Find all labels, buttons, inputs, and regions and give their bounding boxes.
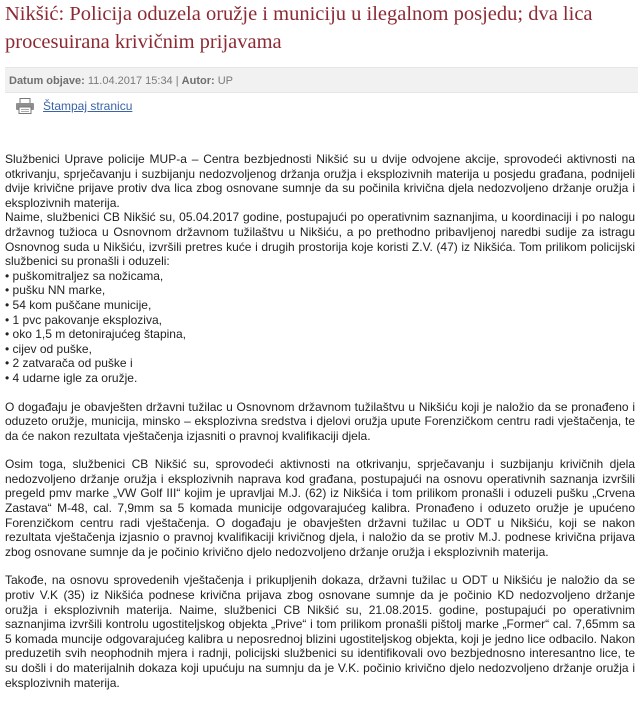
list-item: • 2 zatvarača od puške i — [5, 356, 133, 371]
print-page-control[interactable] — [15, 97, 132, 115]
meta-separator: | — [175, 75, 179, 87]
article-paragraph-5: Takođe, na osnovu sprovedenih vještačenja i prikupljenih dokaza, državni tužilac u ODT u Nikšiću je naložio da se protiv V.K (35) iz Nikšića podnese krivična prijava zbog osnovane sumnje da je počinio KD nedozvoljeno držanje oružja i eksplozivnih materija. Naime, službenici CB Nikšić su, 21.08.2015. godine, postupajući po operativnim saznanjima izvršili kontrolu ugostiteljskog objekta „Prive“ i tom prilikom pronašli pištolj marke „Former“ cal. 7,65mm sa 5 komada muncije odgovarajućeg kalibra u neposrednoj blizini ugostiteljskog objekta, koji je jedno lice odbacilo. Nakon preduzetih svih neophodnih mjera i radnji, policijski službenici su identifikovali ovo bezbjednosno interesantno lice, te su došli i do materijalnih dokaza koji upućuju na sumnju da je V.K. počinio krivično djelo nedozvoljeno držanje oružja i eksplozivnih materija. — [5, 573, 635, 690]
article-title: Nikšić: Policija oduzela oružje i municiju u ilegalnom posjedu; dva lica procesuirana krivičnim prijavama — [5, 3, 593, 53]
seized-items-list — [5, 269, 635, 386]
date-label: Datum objave: — [9, 75, 85, 87]
list-item: • cijev od puške, — [5, 341, 92, 356]
list-item: • puškomitraljez sa nožicama, — [5, 268, 164, 283]
article-paragraph-2: Naime, službenici CB Nikšić su, 05.04.2017 godine, postupajući po operativnim saznanjima, u koordinaciji i po nalogu državnog tužioca u Osnovnom državnom tužilaštvu u Nikšiću, a po prethodno pribavljenoj naredbi sudije za istragu Osnovnog suda u Nikšiću, izvršili pretres kuće i drugih prostorija koje koristi Z.V. (47) iz Nikšića. Tom prilikom policijski službenici su pronašli i oduzeli: — [5, 210, 635, 269]
list-item: • pušku NN marke, — [5, 283, 106, 298]
article-paragraph-3: O događaju je obavješten državni tužilac u Osnovnom državnom tužilaštvu u Nikšiću koji je naložio da se pronađeno i oduzeto oružje, municija, minsko – eksplozivna sredstva i djelovi oružja upute Forenzičkom centru radi vještačenja, te da će nakon rezultata vještačenja izjasniti o pravnoj kvalifikaciji djela. — [5, 399, 635, 443]
print-page-link[interactable]: Štampaj stranicu — [43, 99, 133, 113]
list-item: • 4 udarne igle za oružje. — [5, 370, 138, 385]
list-item: • 54 kom puščane municije, — [5, 297, 152, 312]
article-paragraph-1: Službenici Uprave policije MUP-a – Centra bezbjednosti Nikšić su u dvije odvojene akcije, sprovodeći aktivnosti na otkrivanju, sprječavanju i suzbijanju nedozvoljenog držanja oružja i eksplozivnih materija u posjedu građana, podnijeli dvije krivične prijave protiv dva lica zbog osnovane sumnje da su počinila krivična djela nedozvoljeno držanje oružja i eksplozivnih materija. — [5, 152, 635, 210]
article-paragraph-4: Osim toga, službenici CB Nikšić su, sprovodeći aktivnosti na otkrivanju, sprječavanju i suzbijanju krivičnih djela nedozvoljeno držanje oružja i eksplozivnih naprava kod građana, postupajući na osnovu operativnih saznanja izvršili pregeld pmv marke „VW Golf III“ kojim je upravljai M.J. (62) iz Nikšića i tom prilikom pronašli i oduzeli pušku „Crvena Zastava“ M-48, cal. 7,9mm sa 5 komada municije odgovarajućeg kalibra. Pronađeno i oduzeto oružje je upućeno Forenzičkom centru radi vještačenja. O događaju je obavješten državni tužilac u ODT u Nikšiću, koji se nakon rezultata vještačenja izjasnio o pravnoj kvalifikaciji krivičnog djela, i naložio da se protiv M.J. podnese krivična prijava zbog osnovane sumnje da je počinio krivično djelo nedozvoljeno držanje oružja i eksplozivnih materija. — [5, 457, 635, 559]
list-item: • 1 pvc pakovanje eksploziva, — [5, 312, 162, 327]
author-value: UP — [217, 75, 234, 87]
list-item: • oko 1,5 m detonirajućeg štapina, — [5, 327, 186, 342]
author-label: Autor: — [181, 75, 215, 87]
printer-icon[interactable] — [15, 98, 43, 114]
article-body — [5, 152, 635, 704]
article-meta-bar — [5, 67, 638, 93]
date-value: 11.04.2017 15:34 — [87, 75, 173, 87]
